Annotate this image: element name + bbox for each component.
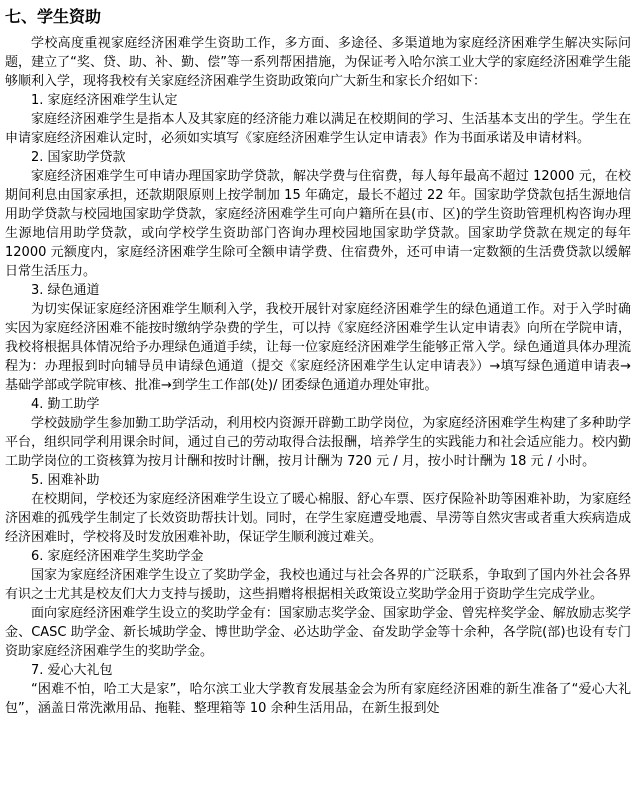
policy-heading: 4. 勤工助学 <box>31 397 100 412</box>
policy-heading: 1. 家庭经济困难学生认定 <box>31 93 178 108</box>
policy-paragraph: 家庭经济困难学生可申请办理国家助学贷款，解决学费与住宿费，每人每年最高不超过 12000 元，在校期间利息由国家承担，还款期限原则上按学制加 15 年确定，最长不超过 22 年。国家助学贷款包括生源地信用助学贷款与校园地国家助学贷款，家庭经济困难学生可向户籍所在县(市、区)的学生资助管理机构咨询办理生源地信用助学贷款，或向学校学生资助部门咨询办理校园地国家助学贷款。国家助学贷款在规定的每年 12000 元额度内，家庭经济困难学生除可全额申请学费、住宿费外，还可申请一定数额的生活费贷款以缓解日常生活压力。 <box>5 169 631 279</box>
policy-heading: 2. 国家助学贷款 <box>31 150 126 165</box>
policy-item <box>5 281 631 395</box>
policy-paragraph: 国家为家庭经济困难学生设立了奖助学金，我校也通过与社会各界的广泛联系，争取到了国内外社会各界有识之士尤其是校友们大力支持与援助，这些捐赠将根据相关政策设立奖助学金用于资助学生完成学业。 <box>5 568 631 602</box>
policy-heading: 6. 家庭经济困难学生奖助学金 <box>31 549 204 564</box>
policy-item <box>5 395 631 471</box>
policy-list <box>5 91 631 718</box>
policy-item <box>5 661 631 718</box>
intro-paragraph: 学校高度重视家庭经济困难学生资助工作，多方面、多途径、多渠道地为家庭经济困难学生解决实际问题，建立了“奖、贷、助、补、勤、偿”等一系列帮困措施，为保证考入哈尔滨工业大学的家庭经济困难学生能够顺利入学，现将我校有关家庭经济困难学生资助政策向广大新生和家长介绍如下： <box>5 36 631 89</box>
policy-paragraph: 家庭经济困难学生是指本人及其家庭的经济能力难以满足在校期间的学习、生活基本支出的学生。学生在申请家庭经济困难认定时，必须如实填写《家庭经济困难学生认定申请表》作为书面承诺及申请材料。 <box>5 112 631 146</box>
policy-paragraph: 为切实保证家庭经济困难学生顺利入学，我校开展针对家庭经济困难学生的绿色通道工作。对于入学时确实因为家庭经济困难不能按时缴纳学杂费的学生，可以持《家庭经济困难学生认定申请表》向所在学院申请，我校将根据具体情况给予办理绿色通道手续，让每一位家庭经济困难学生能够正常入学。绿色通道具体办理流程为：办理报到时向辅导员申请绿色通道（提交《家庭经济困难学生认定申请表》）→填写绿色通道申请表→基础学部或学院审核、批准→到学生工作部(处)/ 团委绿色通道办理处审批。 <box>5 302 631 393</box>
section-title: 七、学生资助 <box>5 7 102 26</box>
policy-paragraph: 在校期间，学校还为家庭经济困难学生设立了暖心棉服、舒心车票、医疗保险补助等困难补助，为家庭经济困难的孤残学生制定了长效资助帮扶计划。同时，在学生家庭遭受地震、旱涝等自然灾害或者重大疾病造成经济困难时，学校将及时发放困难补助，保证学生顺利渡过难关。 <box>5 492 631 545</box>
policy-paragraph: 学校鼓励学生参加勤工助学活动，利用校内资源开辟勤工助学岗位，为家庭经济困难学生构建了多种助学平台，组织同学利用课余时间，通过自己的劳动取得合法报酬，培养学生的实践能力和社会适应能力。校内勤工助学岗位的工资核算为按月计酬和按时计酬，按月计酬为 720 元 / 月，按小时计酬为 18 元 / 小时。 <box>5 416 631 469</box>
policy-heading: 5. 困难补助 <box>31 473 100 488</box>
policy-item <box>5 471 631 547</box>
policy-item <box>5 547 631 661</box>
policy-heading: 7. 爱心大礼包 <box>31 663 113 678</box>
policy-paragraph: “困难不怕，哈工大是家”，哈尔滨工业大学教育发展基金会为所有家庭经济困难的新生准备了“爱心大礼包”，涵盖日常洗漱用品、拖鞋、整理箱等 10 余种生活用品，在新生报到处 <box>5 682 631 716</box>
policy-paragraph: 面向家庭经济困难学生设立的奖助学金有：国家励志奖学金、国家助学金、曾宪梓奖学金、解放励志奖学金、CASC 助学金、新长城助学金、博世助学金、必达助学金、奋发助学金等十余种，各学院(部)也设有专门资助家庭经济困难学生的奖助学金。 <box>5 606 631 659</box>
policy-item <box>5 148 631 281</box>
policy-item <box>5 91 631 148</box>
policy-heading: 3. 绿色通道 <box>31 283 100 298</box>
